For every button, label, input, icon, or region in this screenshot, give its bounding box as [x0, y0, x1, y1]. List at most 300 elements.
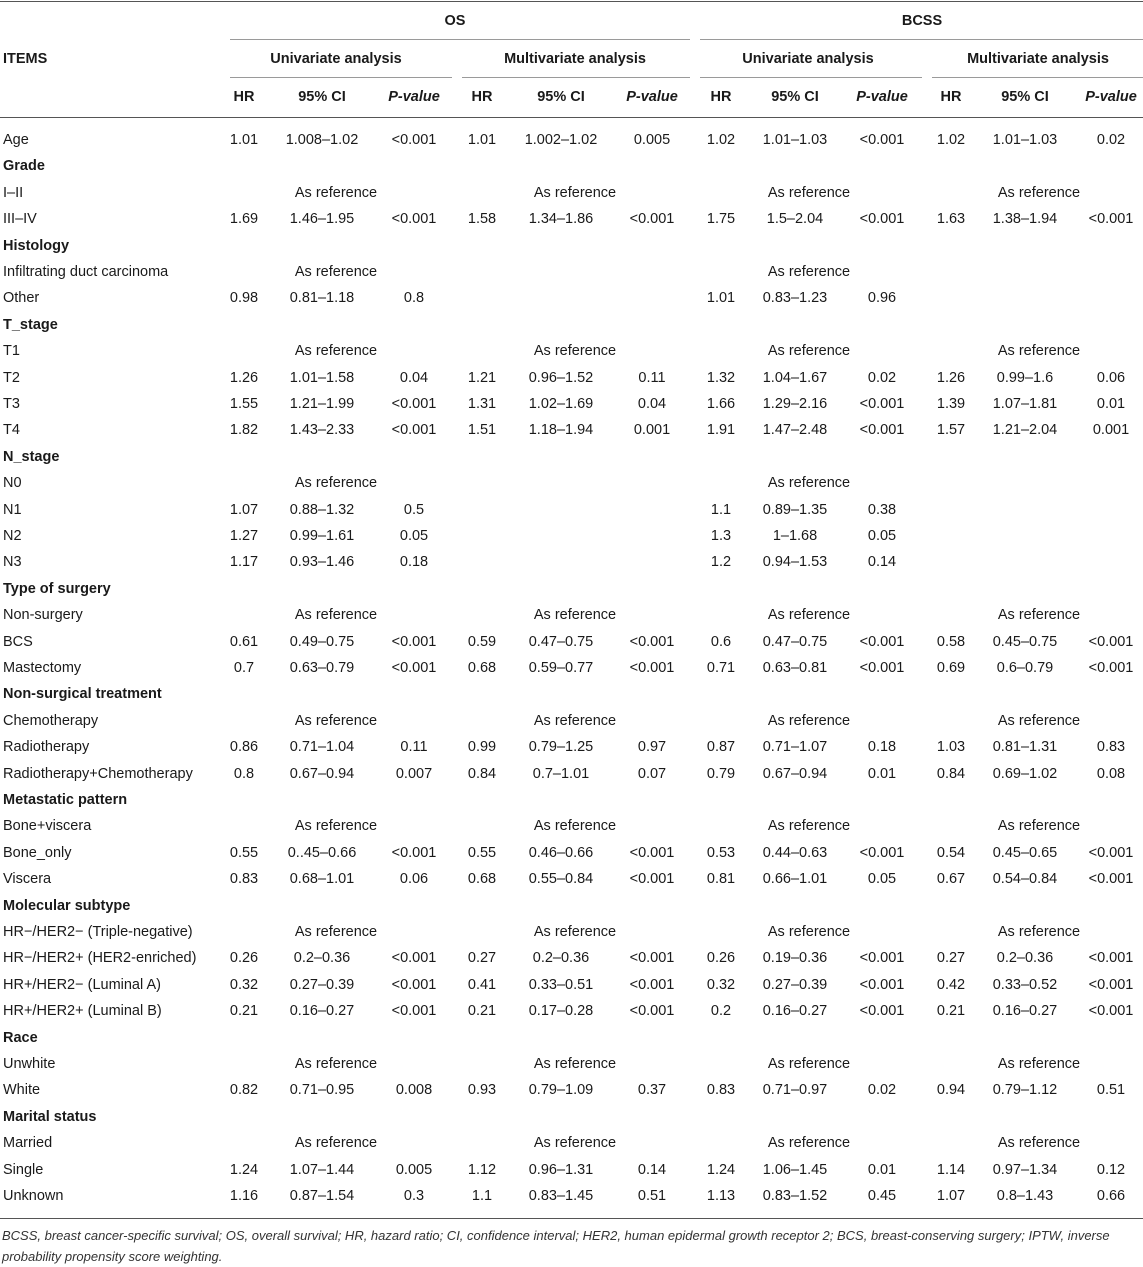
row-label: Other [3, 290, 40, 306]
section-header: Non-surgical treatment [3, 686, 162, 702]
ci-cell: 1.21–1.99 [289, 396, 355, 412]
pvalue-cell: <0.001 [629, 660, 675, 676]
hr-cell: 1.07 [936, 1188, 966, 1204]
pvalue-cell: <0.001 [1088, 634, 1134, 650]
hr-cell: 1.13 [706, 1188, 736, 1204]
ci-cell: 0.2–0.36 [532, 950, 590, 966]
pvalue-cell: 0.51 [637, 1188, 667, 1204]
hr-cell: 1.02 [936, 132, 966, 148]
hr-cell: 0.59 [467, 634, 497, 650]
ci-cell: 0.71–1.07 [762, 739, 828, 755]
ci-cell: 0.79–1.12 [992, 1082, 1058, 1098]
pvalue-cell: <0.001 [859, 422, 905, 438]
ci-cell: 0.93–1.46 [289, 554, 355, 570]
row-label: Bone+viscera [3, 818, 92, 834]
pvalue-cell: 0.01 [1096, 396, 1126, 412]
row-label: HR−/HER2− (Triple-negative) [3, 924, 193, 940]
reference-cell: As reference [997, 1056, 1081, 1072]
ci-cell: 0.17–0.28 [528, 1003, 594, 1019]
analysis-underline-os-multi [462, 77, 690, 78]
ci-cell: 0.16–0.27 [992, 1003, 1058, 1019]
pvalue-cell: 0.005 [633, 132, 671, 148]
pvalue-cell: <0.001 [629, 211, 675, 227]
row-label: N2 [3, 528, 22, 544]
items-header: ITEMS [3, 51, 48, 67]
col-header-ci: 95% CI [298, 89, 346, 105]
pvalue-cell: 0.01 [867, 766, 897, 782]
hr-cell: 0.2 [710, 1003, 732, 1019]
section-header: Molecular subtype [3, 898, 131, 914]
analysis-header-bcss-multivariate: Multivariate analysis [967, 51, 1109, 67]
hr-cell: 0.21 [467, 1003, 497, 1019]
hr-cell: 0.82 [229, 1082, 259, 1098]
hr-cell: 0.21 [229, 1003, 259, 1019]
ci-cell: 1.5–2.04 [766, 211, 824, 227]
pvalue-cell: <0.001 [391, 634, 437, 650]
reference-cell: As reference [533, 343, 617, 359]
ci-cell: 0.67–0.94 [762, 766, 828, 782]
ci-cell: 1.21–2.04 [992, 422, 1058, 438]
pvalue-cell: <0.001 [391, 132, 437, 148]
table-top-rule [0, 1, 1143, 2]
hr-cell: 1.24 [706, 1162, 736, 1178]
ci-cell: 0.99–1.61 [289, 528, 355, 544]
pvalue-cell: 0.45 [867, 1188, 897, 1204]
reference-cell: As reference [997, 713, 1081, 729]
col-header-pvalue: P-value [1085, 89, 1137, 105]
hr-cell: 0.68 [467, 871, 497, 887]
pvalue-cell: <0.001 [629, 1003, 675, 1019]
reference-cell: As reference [294, 924, 378, 940]
ci-cell: 0.79–1.25 [528, 739, 594, 755]
row-label: Radiotherapy [3, 739, 90, 755]
pvalue-cell: 0.66 [1096, 1188, 1126, 1204]
pvalue-cell: 0.06 [1096, 370, 1126, 386]
hr-cell: 1.02 [706, 132, 736, 148]
hr-cell: 0.87 [706, 739, 736, 755]
ci-cell: 1.07–1.44 [289, 1162, 355, 1178]
hr-cell: 1.58 [467, 211, 497, 227]
pvalue-cell: <0.001 [1088, 977, 1134, 993]
hr-cell: 1.1 [710, 502, 732, 518]
reference-cell: As reference [294, 607, 378, 623]
pvalue-cell: <0.001 [1088, 871, 1134, 887]
ci-cell: 0.54–0.84 [992, 871, 1058, 887]
pvalue-cell: 0.8 [403, 290, 425, 306]
hr-cell: 1.01 [467, 132, 497, 148]
reference-cell: As reference [767, 607, 851, 623]
ci-cell: 1.29–2.16 [762, 396, 828, 412]
reference-cell: As reference [533, 713, 617, 729]
hr-cell: 1.51 [467, 422, 497, 438]
pvalue-cell: <0.001 [629, 845, 675, 861]
pvalue-cell: 0.97 [637, 739, 667, 755]
hr-cell: 0.61 [229, 634, 259, 650]
ci-cell: 1.06–1.45 [762, 1162, 828, 1178]
ci-cell: 0.83–1.45 [528, 1188, 594, 1204]
reference-cell: As reference [767, 818, 851, 834]
pvalue-cell: 0.005 [395, 1162, 433, 1178]
hr-cell: 0.53 [706, 845, 736, 861]
row-label: N3 [3, 554, 22, 570]
analysis-underline-bcss-multi [932, 77, 1143, 78]
row-label: I–II [3, 185, 24, 201]
section-header: Metastatic pattern [3, 792, 128, 808]
pvalue-cell: <0.001 [391, 660, 437, 676]
reference-cell: As reference [294, 475, 378, 491]
pvalue-cell: <0.001 [391, 845, 437, 861]
col-header-hr: HR [471, 89, 493, 105]
ci-cell: 0.94–1.53 [762, 554, 828, 570]
pvalue-cell: 0.001 [633, 422, 671, 438]
pvalue-cell: 0.14 [867, 554, 897, 570]
reference-cell: As reference [767, 1056, 851, 1072]
hr-cell: 1.66 [706, 396, 736, 412]
pvalue-cell: 0.11 [400, 739, 428, 755]
ci-cell: 0.47–0.75 [528, 634, 594, 650]
pvalue-cell: 0.02 [867, 370, 897, 386]
pvalue-cell: 0.37 [637, 1082, 667, 1098]
hr-cell: 0.8 [233, 766, 255, 782]
col-header-ci: 95% CI [1001, 89, 1049, 105]
pvalue-cell: <0.001 [859, 634, 905, 650]
analysis-header-os-univariate: Univariate analysis [270, 51, 402, 67]
ci-cell: 0.27–0.39 [762, 977, 828, 993]
hr-cell: 0.26 [229, 950, 259, 966]
pvalue-cell: 0.02 [1096, 132, 1126, 148]
pvalue-cell: 0.18 [867, 739, 897, 755]
hr-cell: 1.21 [467, 370, 497, 386]
hr-cell: 0.68 [467, 660, 497, 676]
pvalue-cell: <0.001 [859, 977, 905, 993]
pvalue-cell: <0.001 [859, 660, 905, 676]
ci-cell: 1.34–1.86 [528, 211, 594, 227]
ci-cell: 0.2–0.36 [996, 950, 1054, 966]
pvalue-cell: <0.001 [1088, 1003, 1134, 1019]
reference-cell: As reference [767, 1135, 851, 1151]
row-label: Non-surgery [3, 607, 83, 623]
hr-cell: 0.79 [706, 766, 736, 782]
reference-cell: As reference [997, 1135, 1081, 1151]
hr-cell: 1.55 [229, 396, 259, 412]
hr-cell: 1.91 [706, 422, 736, 438]
pvalue-cell: 0.83 [1096, 739, 1126, 755]
hr-cell: 1.1 [471, 1188, 493, 1204]
pvalue-cell: <0.001 [1088, 950, 1134, 966]
pvalue-cell: 0.14 [637, 1162, 667, 1178]
analysis-underline-bcss-uni [700, 77, 922, 78]
table-bottom-rule [0, 1218, 1143, 1219]
pvalue-cell: <0.001 [391, 950, 437, 966]
reference-cell: As reference [767, 475, 851, 491]
pvalue-cell: <0.001 [859, 1003, 905, 1019]
reference-cell: As reference [294, 343, 378, 359]
ci-cell: 0.81–1.18 [289, 290, 355, 306]
reference-cell: As reference [294, 264, 378, 280]
row-label: T2 [3, 370, 20, 386]
hr-cell: 1.39 [936, 396, 966, 412]
pvalue-cell: 0.01 [867, 1162, 897, 1178]
reference-cell: As reference [533, 1135, 617, 1151]
row-label: Radiotherapy+Chemotherapy [3, 766, 193, 782]
pvalue-cell: 0.07 [637, 766, 667, 782]
reference-cell: As reference [997, 607, 1081, 623]
hr-cell: 0.32 [706, 977, 736, 993]
reference-cell: As reference [767, 713, 851, 729]
hr-cell: 0.84 [936, 766, 966, 782]
reference-cell: As reference [533, 1056, 617, 1072]
reference-cell: As reference [294, 1135, 378, 1151]
ci-cell: 1.04–1.67 [762, 370, 828, 386]
group-header-bcss: BCSS [901, 13, 943, 29]
ci-cell: 0.69–1.02 [992, 766, 1058, 782]
ci-cell: 0.49–0.75 [289, 634, 355, 650]
pvalue-cell: <0.001 [1088, 211, 1134, 227]
hr-cell: 0.32 [229, 977, 259, 993]
hr-cell: 0.81 [706, 871, 736, 887]
ci-cell: 0.33–0.51 [528, 977, 594, 993]
ci-cell: 1.01–1.58 [289, 370, 355, 386]
pvalue-cell: <0.001 [391, 1003, 437, 1019]
reference-cell: As reference [533, 818, 617, 834]
group-underline-bcss [700, 39, 1143, 40]
hr-cell: 1.12 [467, 1162, 497, 1178]
hr-cell: 0.83 [229, 871, 259, 887]
ci-cell: 0.96–1.52 [528, 370, 594, 386]
pvalue-cell: 0.5 [403, 502, 425, 518]
ci-cell: 0.87–1.54 [289, 1188, 355, 1204]
row-label: Single [3, 1162, 44, 1178]
pvalue-cell: 0.007 [395, 766, 433, 782]
ci-cell: 1.002–1.02 [524, 132, 598, 148]
hr-cell: 0.54 [936, 845, 966, 861]
hr-cell: 0.94 [936, 1082, 966, 1098]
reference-cell: As reference [997, 185, 1081, 201]
ci-cell: 0.59–0.77 [528, 660, 594, 676]
ci-cell: 0.83–1.23 [762, 290, 828, 306]
col-header-ci: 95% CI [771, 89, 819, 105]
ci-cell: 1.18–1.94 [528, 422, 594, 438]
ci-cell: 0.89–1.35 [762, 502, 828, 518]
pvalue-cell: <0.001 [629, 977, 675, 993]
reference-cell: As reference [997, 818, 1081, 834]
ci-cell: 0.16–0.27 [762, 1003, 828, 1019]
ci-cell: 0.79–1.09 [528, 1082, 594, 1098]
ci-cell: 0.55–0.84 [528, 871, 594, 887]
hr-cell: 1.82 [229, 422, 259, 438]
pvalue-cell: 0.08 [1096, 766, 1126, 782]
row-label: Viscera [3, 871, 52, 887]
hr-cell: 0.26 [706, 950, 736, 966]
hr-cell: 1.26 [229, 370, 259, 386]
hr-cell: 1.69 [229, 211, 259, 227]
pvalue-cell: 0.05 [867, 871, 897, 887]
hr-cell: 0.98 [229, 290, 259, 306]
pvalue-cell: 0.06 [399, 871, 429, 887]
ci-cell: 0.71–0.97 [762, 1082, 828, 1098]
pvalue-cell: 0.38 [867, 502, 897, 518]
pvalue-cell: 0.04 [637, 396, 667, 412]
hr-cell: 0.84 [467, 766, 497, 782]
row-label: Bone_only [3, 845, 72, 861]
hr-cell: 1.31 [467, 396, 497, 412]
reference-cell: As reference [767, 264, 851, 280]
hr-cell: 1.14 [936, 1162, 966, 1178]
ci-cell: 1.01–1.03 [762, 132, 828, 148]
hr-cell: 1.07 [229, 502, 259, 518]
hr-cell: 0.86 [229, 739, 259, 755]
col-header-hr: HR [940, 89, 962, 105]
pvalue-cell: <0.001 [629, 871, 675, 887]
row-label: HR+/HER2− (Luminal A) [3, 977, 161, 993]
section-header: Histology [3, 238, 70, 254]
ci-cell: 1.008–1.02 [285, 132, 359, 148]
ci-cell: 0.96–1.31 [528, 1162, 594, 1178]
section-header: T_stage [3, 317, 58, 333]
ci-cell: 0.46–0.66 [528, 845, 594, 861]
header-bottom-rule [0, 117, 1143, 118]
hr-cell: 0.55 [229, 845, 259, 861]
hr-cell: 1.2 [710, 554, 732, 570]
ci-cell: 1.01–1.03 [992, 132, 1058, 148]
ci-cell: 1.47–2.48 [762, 422, 828, 438]
row-label: HR+/HER2+ (Luminal B) [3, 1003, 162, 1019]
reference-cell: As reference [294, 1056, 378, 1072]
ci-cell: 1–1.68 [772, 528, 818, 544]
row-label: T1 [3, 343, 20, 359]
ci-cell: 1.43–2.33 [289, 422, 355, 438]
pvalue-cell: 0.05 [867, 528, 897, 544]
pvalue-cell: <0.001 [629, 634, 675, 650]
hr-cell: 1.03 [936, 739, 966, 755]
reference-cell: As reference [767, 185, 851, 201]
ci-cell: 0.63–0.79 [289, 660, 355, 676]
col-header-pvalue: P-value [856, 89, 908, 105]
hr-cell: 0.27 [467, 950, 497, 966]
analysis-header-os-multivariate: Multivariate analysis [504, 51, 646, 67]
group-underline-os [230, 39, 690, 40]
row-label: N1 [3, 502, 22, 518]
ci-cell: 0.45–0.75 [992, 634, 1058, 650]
pvalue-cell: 0.05 [399, 528, 429, 544]
reference-cell: As reference [294, 713, 378, 729]
ci-cell: 0.6–0.79 [996, 660, 1054, 676]
reference-cell: As reference [294, 185, 378, 201]
pvalue-cell: 0.008 [395, 1082, 433, 1098]
pvalue-cell: 0.04 [399, 370, 429, 386]
reference-cell: As reference [997, 924, 1081, 940]
hr-cell: 0.93 [467, 1082, 497, 1098]
reference-cell: As reference [997, 343, 1081, 359]
pvalue-cell: 0.96 [867, 290, 897, 306]
table-footnote: BCSS, breast cancer-specific survival; OS, overall survival; HR, hazard ratio; CI, confidence interval; HER2, human epidermal growth receptor 2; BCS, breast-conserving surgery; IPTW, inverse probability propensity score weighting. [2, 1228, 1110, 1264]
hr-cell: 1.27 [229, 528, 259, 544]
ci-cell: 1.38–1.94 [992, 211, 1058, 227]
pvalue-cell: <0.001 [859, 211, 905, 227]
pvalue-cell: 0.001 [1092, 422, 1130, 438]
ci-cell: 0.19–0.36 [762, 950, 828, 966]
pvalue-cell: <0.001 [859, 396, 905, 412]
reference-cell: As reference [533, 924, 617, 940]
ci-cell: 0.99–1.6 [996, 370, 1054, 386]
hr-cell: 0.6 [710, 634, 732, 650]
pvalue-cell: <0.001 [391, 396, 437, 412]
ci-cell: 1.46–1.95 [289, 211, 355, 227]
analysis-underline-os-uni [230, 77, 452, 78]
hr-cell: 0.55 [467, 845, 497, 861]
ci-cell: 0.2–0.36 [293, 950, 351, 966]
section-header: Marital status [3, 1109, 97, 1125]
hr-cell: 0.21 [936, 1003, 966, 1019]
ci-cell: 0.27–0.39 [289, 977, 355, 993]
row-label: N0 [3, 475, 22, 491]
col-header-pvalue: P-value [388, 89, 440, 105]
ci-cell: 0.83–1.52 [762, 1188, 828, 1204]
row-label: III–IV [3, 211, 37, 227]
hr-cell: 0.41 [467, 977, 497, 993]
hr-cell: 1.16 [229, 1188, 259, 1204]
ci-cell: 0..45–0.66 [287, 845, 357, 861]
pvalue-cell: 0.18 [399, 554, 429, 570]
analysis-header-bcss-univariate: Univariate analysis [742, 51, 874, 67]
pvalue-cell: 0.51 [1096, 1082, 1126, 1098]
reference-cell: As reference [294, 818, 378, 834]
ci-cell: 0.63–0.81 [762, 660, 828, 676]
ci-cell: 0.71–1.04 [289, 739, 355, 755]
group-header-os: OS [444, 13, 466, 29]
pvalue-cell: 0.02 [867, 1082, 897, 1098]
hr-cell: 0.83 [706, 1082, 736, 1098]
row-label: White [3, 1082, 41, 1098]
ci-cell: 0.8–1.43 [996, 1188, 1054, 1204]
row-label: T3 [3, 396, 20, 412]
hr-cell: 0.67 [936, 871, 966, 887]
row-label: HR−/HER2+ (HER2-enriched) [3, 950, 197, 966]
hr-cell: 0.69 [936, 660, 966, 676]
row-label: Chemotherapy [3, 713, 99, 729]
col-header-hr: HR [233, 89, 255, 105]
row-label: Infiltrating duct carcinoma [3, 264, 169, 280]
reference-cell: As reference [767, 343, 851, 359]
hr-cell: 1.32 [706, 370, 736, 386]
ci-cell: 0.7–1.01 [532, 766, 590, 782]
pvalue-cell: <0.001 [1088, 660, 1134, 676]
ci-cell: 0.45–0.65 [992, 845, 1058, 861]
ci-cell: 1.02–1.69 [528, 396, 594, 412]
pvalue-cell: <0.001 [391, 977, 437, 993]
hr-cell: 1.63 [936, 211, 966, 227]
hr-cell: 1.17 [229, 554, 259, 570]
hr-cell: 1.57 [936, 422, 966, 438]
hr-cell: 1.75 [706, 211, 736, 227]
hr-cell: 1.01 [706, 290, 736, 306]
ci-cell: 0.67–0.94 [289, 766, 355, 782]
row-label: Unknown [3, 1188, 64, 1204]
pvalue-cell: <0.001 [391, 211, 437, 227]
ci-cell: 0.97–1.34 [992, 1162, 1058, 1178]
pvalue-cell: <0.001 [859, 845, 905, 861]
ci-cell: 0.81–1.31 [992, 739, 1058, 755]
pvalue-cell: <0.001 [1088, 845, 1134, 861]
pvalue-cell: 0.12 [1096, 1162, 1126, 1178]
hr-cell: 0.58 [936, 634, 966, 650]
pvalue-cell: 0.3 [403, 1188, 425, 1204]
hr-cell: 0.99 [467, 739, 497, 755]
hr-cell: 0.27 [936, 950, 966, 966]
reference-cell: As reference [533, 185, 617, 201]
hr-cell: 0.7 [233, 660, 255, 676]
hr-cell: 0.71 [706, 660, 736, 676]
